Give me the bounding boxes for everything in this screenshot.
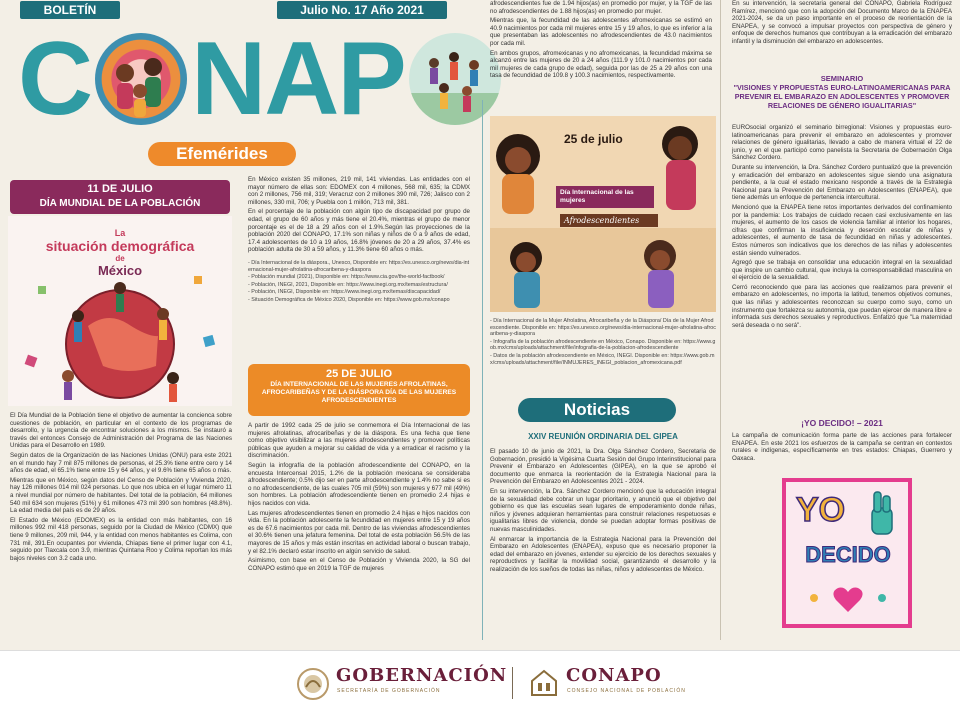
source: - Población mundial (2021), Disponible en: https://www.cia.gov/the-world-factbook/ — [248, 274, 445, 281]
afro-body — [248, 422, 470, 574]
afro-poster — [490, 116, 716, 312]
source: - Situación Demográfica de México 2020, Disponible en: https://www.gob.mx/conapo — [248, 296, 450, 303]
afro-date: 25 DE JULIO — [325, 368, 393, 380]
paragraph: El Estado de México (EDOMEX) es la entidad con más habitantes, con 16 millones 992 mil 418 personas, seguido por la Ciudad de México (CDMX) que tiene 9 millones, 209 mil, 944, y la entidad con menos habitantes es Colima, con 731 mil, 391.En ocupantes por vivienda, Chiapas tiene el primer lugar con 4.1, seguido por Tlaxcala con 3.9, mientras Quintana Roo y Colima reportan los más bajos niveles con 3.2 cada uno. — [10, 516, 232, 562]
source: - Infografía de la población afrodescendiente en México, Conapo. Disponible en: https://www.gob.mx/cms/uploads/attachment/file/infografia-de-la-poblacion-afrodescendiente — [490, 338, 716, 352]
logo-illustration-o1 — [95, 33, 187, 125]
conapo-logo — [18, 21, 505, 137]
boletin-label: BOLETÍN — [20, 1, 120, 19]
logo-decido: DECIDO — [805, 542, 891, 567]
logo-yo: YO — [796, 491, 846, 529]
paragraph: Asimismo, con base en el Censo de Población y Vivienda 2020, la SG del CONAPO estimó que en 2019 la TGF de mujeres — [248, 557, 470, 572]
poblacion-continued — [248, 176, 470, 305]
paragraph: En el porcentaje de la población con algún tipo de discapacidad por grupo de edad, el grupo de 60 años y más tiene el 20.4%, mientras el grupo de menor porcentaje es el de 18 a 29 años con el 1.9%.Según las proyecciones de la población 2020 del CONAPO, 17.1% son niñas y niños de 0 a 9 años de edad, 17.4 adolescentes de 10 a 19 años, 16.8% jóvenes de 20 a 29 años, 37.4% es población adulta de 30 a 59 años, y 11.3% tiene 60 años o más. — [248, 208, 470, 254]
people-globe-illustration — [8, 216, 232, 406]
seminario-body — [732, 124, 952, 331]
issue-label: Julio No. 17 Año 2021 — [277, 1, 447, 19]
source: - Datos de la población afrodescendiente en México, INEGI. Disponible en: https://www.gob.mx/cms/uploads/attachment/file/INMUJERES_INEGI_poblacion_afromexicana.pdf — [490, 352, 715, 366]
gipea-body — [490, 448, 716, 576]
paragraph: Agregó que se trabaja en consolidar una educación integral en la sexualidad que inspire un cambio cultural, que incluya la corresponsabilidad masculina en el ejercicio de la sexualidad. — [732, 259, 952, 282]
gipea-title: XXIV REUNIÓN ORDINARIA DEL GIPEA — [528, 432, 678, 441]
yo-decido-title: ¡YO DECIDO! – 2021 — [801, 418, 883, 428]
afro-sources — [490, 318, 716, 367]
yo-decido-logo — [782, 478, 912, 628]
paragraph: EUROsocial organizó el seminario birregional: Visiones y propuestas euro-latinoamericanas para prevenir el embarazo en adolescentes y promover relaciones de género igualitarias, llevado a cabo de manera virtual el 22 de junio, y en el que participó como panelista la Secretaria de Gobernación Olga Sánchez Cordero. — [732, 124, 952, 162]
poster-caption: Día Internacional de las mujeres — [556, 186, 654, 208]
source: - Población, INEGI, 2021, Disponible en: https://www.inegi.org.mx/temas/estructura/ — [248, 281, 448, 288]
paragraph: En su intervención, la Dra. Sánchez Cordero mencionó que la educación integral de la sexualidad debe cobrar un lugar prioritario, y anunció que el objetivo del gobierno es que las escuelas sean lugares de empoderamiento donde niñas, niños y jóvenes adquieran herramientas para construir relaciones respetuosas e igualitarias libres de violencia, donde se puedan adoptar formas positivas de nuevas masculinidades. — [490, 487, 716, 533]
paragraph: Al enmarcar la importancia de la Estrategia Nacional para la Prevención del Embarazo en Adolescentes (ENAPEA), expuso que es necesario proponer la edad del embarazo en jóvenes, extender su ejercicio de los derechos sexuales y reproductivos y facilitar la movilidad social, garantizando el desarrollo y la realización de los sueños de todas las niñas, niños y adolescentes de México. — [490, 535, 716, 573]
paragraph: Mientras que, la fecundidad de las adolescentes afromexicanas se estimó en 40.9 nacimientos por cada mil mujeres entre 15 y 19 años, lo que es inferior a la que presentaban las adolescentes no afrodescendientes de 43.0 nacimientos por cada mil. — [490, 17, 712, 47]
paragraph: En México existen 35 millones, 219 mil, 141 viviendas. Las entidades con el mayor número de ellas son: EDOMEX con 4 millones, 568 mil, 635; la CDMX con 2 millones, 756 mil, 319; Veracruz con 2 millones 390 mil, 726; Jalisco con 2 millones, 330 mil, 706; y Puebla con 1 millón, 713 mil, 381. — [248, 176, 470, 206]
afro-header — [248, 364, 470, 416]
conapo-sub: CONSEJO NACIONAL DE POBLACIÓN — [567, 688, 686, 694]
paragraph: En su intervención, la secretaria general del CONAPO, Gabriela Rodríguez Ramírez, mencionó que con la adopción del Documento Marco de la ENAPEA 2021-2024, se da un paso importante en el proceso de reorientación de la ENAPEA, y se convocó a impulsar proyectos con perspectiva de género y enfoque de derechos humanos que contribuyan a la erradicación del embarazo infantil y la disminución del embarazo en adolescentes. — [732, 0, 952, 45]
decorative-heart-icon — [790, 578, 906, 618]
image-title-mexico: México — [97, 263, 143, 278]
paragraph: Durante su intervención, la Dra. Sánchez Cordero puntualizó que la prevención y erradicación del embarazo en adolescentes sigue siendo una asignatura pendiente, a la cual el estado mexicano responde a través de la Estrategia Nacional para la Prevención del Embarazo en Adolescentes (ENAPEA), que tiene además un enfoque de pertenencia intercultural. — [732, 163, 952, 202]
seminario-title: "VISIONES Y PROPUESTAS EURO-LATINOAMERICANAS PARA PREVENIR EL EMBARAZO EN ADOLESCENTES Y PROMOVER RELACIONES DE GÉNERO IGUALITARIAS" — [733, 83, 951, 110]
seminario-header — [732, 74, 952, 110]
paragraph: Mencionó que la ENAPEA tiene retos importantes derivados del confinamiento por la pandemia: Los trabajos de cuidado recaen casi exclusivamente en las mujeres, el aumento de los casos de violencia familiar al interior los hogares, cifras que confirman la insuficiencia y deserción escolar de niñas y adolescentes, el aumento de tasa de fecundidad en niñas y adolescentes. Estos números son indicativos que los derechos de las niñas y adolescentes están siendo vulnerados. — [732, 203, 952, 257]
mexico-seal-icon — [296, 667, 330, 701]
logo-letter-a: A — [264, 21, 338, 137]
seminario-label: SEMINARIO — [820, 74, 864, 83]
footer — [0, 650, 960, 721]
logo-letter-n: N — [191, 21, 265, 137]
paragraph: A partir de 1992 cada 25 de julio se conmemora el Día Internacional de las mujeres afrolatinas, afrocaribeñas y de la diáspora. Es una fecha que tiene como objetivo visibilizar a las mujeres afrodescendientes y promover políticas públicas que ayuden a mejorar su calidad de vida y a erradicar el racismo y la discriminación. — [248, 422, 470, 460]
efemerides-label: Efemérides — [148, 142, 296, 166]
conapo-wordmark: CONAPO — [566, 665, 662, 686]
poster-script: Afrodescendientes — [560, 214, 658, 227]
source: - Día Internacional de la Mujer Afrolatina, Afrocaribeña y de la Diáspora/ Día de la Mujer Afrodescendiente. Disponible en: https://es.unesco.org/news/dia-internacional-mujer-afrolatina-afrocaribena-y-diaspora — [490, 318, 716, 338]
paragraph: Mientras que en México, según datos del Censo de Población y Vivienda 2020, hay 126 millones 014 mil 024 personas. Lo que nos ubica en el lugar número 11 a nivel mundial por número de habitantes. Del total de la población, 64 millones 540 mil 634 son mujeres (51%) y 61 millones 473 mil 390 son hombres (48.8%). La edad media del país es de 29 años. — [10, 476, 232, 515]
dia-poblacion-date: 11 DE JULIO — [87, 183, 153, 195]
gipea-continued — [732, 0, 952, 48]
paragraph: El Día Mundial de la Población tiene el objetivo de aumentar la concienca sobre cuestiones de población, en particular en el contexto de los programas de desarrollo, y la urgencia de encontrar soluciones a los mismos. Se instauró a través del entonces Consejo de Administración del Programa de las Naciones Unidas para el Desarrollo en 1989. — [10, 412, 232, 450]
image-title-la: La — [114, 228, 126, 238]
paragraph: Según datos de la Organización de las Naciones Unidas (ONU) para este 2021 en el mundo hay 7 mil 875 millones de personas, el 25.3% tiene entre cero y 14 años de edad, el 65.1% tiene entre 15 y 64 años, y el 9.6% tiene 65 años o más. — [10, 451, 232, 475]
paragraph: Según la infografía de la población afrodescendiente del CONAPO, en la encuesta Intercensal 2015, 1.2% de la población mexicana se consideraba afrodescendiente; 0.5% dijo ser en parte afrodescendiente y 1.4% no sabe si es o no afrodescendiente, de las cuales 705 mil (59%) son mujeres y 677 mil (49%) son hombres. La población afrodescendiente tienen en promedio 2.4 hijas e hijos nacidos con vida. — [248, 461, 470, 507]
paragraph: El pasado 10 de junio de 2021, la Dra. Olga Sánchez Cordero, Secretaria de Gobernación, presidió la Vigésima Cuarta Sesión del Grupo Interinstitucional para Prevenir el Embarazo en Adolescentes (GIPEA), en la que se aprobó el documento que enmarca la reorientación de la Estrategia Nacional para la Prevención del Embarazo en Adolescentes 2021 - 2024. — [490, 448, 716, 486]
paragraph: Las mujeres afrodescendientes tienen en promedio 2.4 hijas e hijos nacidos con vida. En la población adolescente la fecundidad en mujeres entre 15 y 19 años es de 67.6 nacimientos por cada mil. Dentro de las viviendas afrodescendientes el 30.6% tienen una jefatura femenina. Del total de esta población 56.5% de las mayores de 15 años y más están inscritas en actividad laboral o buscan trabajo, y el 82.1% declaró estar inscrito en algún servicio de salud. — [248, 509, 470, 555]
paragraph: En ambos grupos, afromexicanas y no afromexicanas, la fecundidad máxima se alcanzó entre las mujeres de 20 a 24 años (111.9 y 101.0 nacimientos por cada mil mujeres de cada grupo de edad), seguida por las de 25 a 29 años con una tasa de fecundidad de 109.8 y 100.3 nacimientos, respectivamente. — [490, 49, 712, 80]
noticias-label: Noticias — [518, 398, 676, 422]
paragraph: afrodescendientes fue de 1.94 hijos(as) en promedio por mujer, y la TGF de las no afrodescendientes de 1.88 hijos(as) en promedio por mujer. — [490, 0, 712, 15]
hand-icon — [860, 490, 900, 540]
image-title-de: de — [115, 254, 125, 263]
situacion-demografica-image — [8, 216, 232, 406]
logo-letter-p: P — [337, 21, 405, 137]
dia-poblacion-body — [10, 412, 232, 564]
paragraph: Cerró reconociendo que para las acciones que realizamos para prevenir el embarazo en adolescentes, no importa la latitud, tenemos objetivos comunes, que las niñas y adolescentes reconozcan su cuerpo como suyo, como un instrumento que fortalezca su autonomía, que puedan ejercer de manera libre e informada sus derechos sexuales y reproductivos. Enfatizó que "La maternidad será deseada o no será". — [732, 283, 952, 329]
dia-poblacion-title: DÍA MUNDIAL DE LA POBLACIÓN — [39, 198, 201, 209]
image-title-situacion: situación demográfica — [45, 238, 195, 254]
yo-decido-body — [732, 432, 952, 464]
gobernacion-sub: SECRETARÍA DE GOBERNACIÓN — [337, 688, 441, 694]
source: - Día Internacional de la diáspora., Unesco, Disponible en: https://es.unesco.org/news/dia-internacional-mujer-afrolatina-afrocaribena-y-diaspora — [248, 259, 470, 273]
source: - Población, INEGI, Disponible en: https://www.inegi.org.mx/temas/discapacidad/ — [248, 289, 441, 296]
afro-title: DÍA INTERNACIONAL DE LAS MUJERES AFROLATINAS, AFROCARIBEÑAS Y DE LA DIÁSPORA DÍA DE LAS MUJERES AFRODESCENDIENTES — [261, 381, 457, 404]
paragraph: La campaña de comunicación forma parte de las acciones para fortalecer ENAPEA. En este 2021 los esfuerzos de la campaña se centran en contextos rurales e indígenas, específicamente en tres estados: Chiapas, Guerrero y Oaxaca. — [732, 432, 952, 462]
house-logo-icon — [528, 667, 560, 699]
column-divider — [482, 100, 483, 640]
gobernacion-wordmark: GOBERNACIÓN — [336, 665, 508, 686]
afro-continued — [490, 0, 712, 82]
poster-date: 25 de julio — [564, 132, 623, 146]
footer-divider — [512, 667, 513, 699]
logo-illustration-o2 — [409, 33, 501, 125]
dia-poblacion-header — [10, 180, 230, 214]
column-divider-right — [720, 0, 721, 640]
logo-letter-c: C — [18, 21, 92, 137]
